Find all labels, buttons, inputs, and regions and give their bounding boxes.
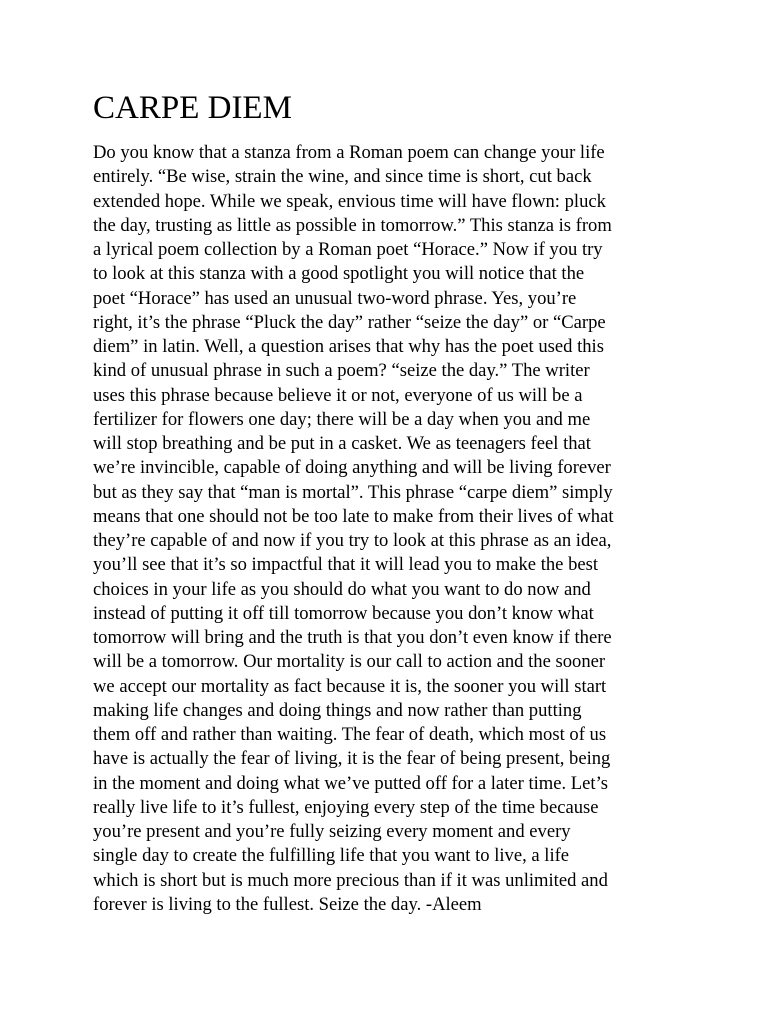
essay-body <box>93 141 693 917</box>
essay-line: single day to create the fulfilling life that you want to live, a life <box>93 845 570 867</box>
essay-line: entirely. “Be wise, strain the wine, and since time is short, cut back <box>93 166 592 188</box>
essay-line: we accept our mortality as fact because it is, the sooner you will start <box>93 675 607 697</box>
essay-line: we’re invincible, capable of doing anything and will be living forever <box>93 457 611 479</box>
essay-line: them off and rather than waiting. The fear of death, which most of us <box>93 724 607 745</box>
essay-line: Do you know that a stanza from a Roman poem can change your life <box>93 142 605 163</box>
essay-line: means that one should not be too late to make from their lives of what <box>93 505 614 527</box>
essay-line: diem” in latin. Well, a question arises that why has the poet used this <box>93 336 604 357</box>
essay-line: the day, trusting as little as possible in tomorrow.” This stanza is from <box>93 214 612 236</box>
page-title: CARPE DIEM <box>93 90 292 126</box>
essay-line: really live life to it’s fullest, enjoying every step of the time because <box>93 796 599 818</box>
essay-line: poet “Horace” has used an unusual two-word phrase. Yes, you’re <box>93 287 577 309</box>
essay-line: will stop breathing and be put in a casket. We as teenagers feel that <box>93 433 591 454</box>
essay-line: making life changes and doing things and now rather than putting <box>93 699 582 721</box>
essay-line: right, it’s the phrase “Pluck the day” rather “seize the day” or “Carpe <box>93 311 606 333</box>
essay-line: they’re capable of and now if you try to look at this phrase as an idea, <box>93 530 612 551</box>
essay-line: to look at this stanza with a good spotlight you will notice that the <box>93 263 585 285</box>
essay-line: fertilizer for flowers one day; there will be a day when you and me <box>93 408 591 430</box>
essay-line: forever is living to the fullest. Seize the day. -Aleem <box>93 893 482 915</box>
essay-line: have is actually the fear of living, it is the fear of being present, being <box>93 748 611 770</box>
essay-line: in the moment and doing what we’ve putted off for a later time. Let’s <box>93 772 608 794</box>
essay-line: instead of putting it off till tomorrow because you don’t know what <box>93 602 594 624</box>
essay-line: uses this phrase because believe it or not, everyone of us will be a <box>93 384 583 406</box>
essay-line: extended hope. While we speak, envious time will have flown: pluck <box>93 190 606 212</box>
essay-line: you’re present and you’re fully seizing every moment and every <box>93 821 571 842</box>
essay-line: which is short but is much more precious than if it was unlimited and <box>93 869 608 891</box>
essay-line: kind of unusual phrase in such a poem? “seize the day.” The writer <box>93 360 590 382</box>
essay-line: you’ll see that it’s so impactful that it will lead you to make the best <box>93 554 599 576</box>
essay-line: tomorrow will bring and the truth is that you don’t even know if there <box>93 627 612 648</box>
essay-line: will be a tomorrow. Our mortality is our call to action and the sooner <box>93 651 606 673</box>
essay-line: but as they say that “man is mortal”. This phrase “carpe diem” simply <box>93 481 613 503</box>
essay-line: a lyrical poem collection by a Roman poet “Horace.” Now if you try <box>93 239 603 260</box>
essay-line: choices in your life as you should do what you want to do now and <box>93 578 591 600</box>
